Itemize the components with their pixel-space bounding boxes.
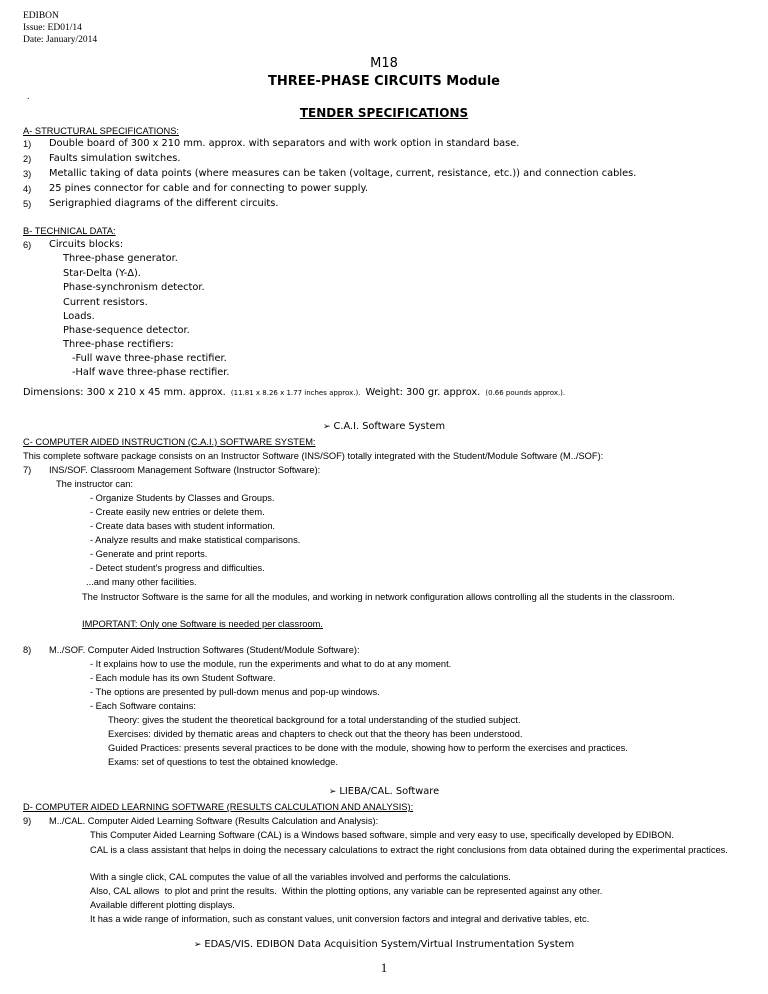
list-item: - Create easily new entries or delete them. bbox=[90, 507, 265, 517]
list-item: Metallic taking of data points (where measures can be taken (voltage, current, resistance, etc.)) and connection cables. bbox=[49, 168, 637, 179]
important-note: IMPORTANT: Only one Software is needed per classroom. bbox=[82, 619, 323, 629]
cal-software-title: M../CAL. Computer Aided Learning Software (Results Calculation and Analysis): bbox=[49, 816, 379, 826]
list-item: - Detect student's progress and difficulties. bbox=[90, 563, 265, 573]
list-item: - The options are presented by pull-down menus and pop-up windows. bbox=[90, 687, 380, 697]
list-item: Loads. bbox=[63, 311, 95, 322]
dimensions-line bbox=[23, 380, 565, 399]
list-item: Exams: set of questions to test the obtained knowledge. bbox=[108, 757, 338, 767]
list-item: - Organize Students by Classes and Groups. bbox=[90, 493, 275, 503]
list-item-number: 3) bbox=[23, 169, 32, 179]
list-item: Phase-synchronism detector. bbox=[63, 282, 205, 293]
list-item: - Each module has its own Student Software. bbox=[90, 673, 276, 683]
cal-paragraph: CAL is a class assistant that helps in doing the necessary calculations to extract the right conclusions from data obtained during the experimental practices. bbox=[90, 845, 728, 855]
list-item: Three-phase generator. bbox=[63, 253, 178, 264]
list-item: Current resistors. bbox=[63, 297, 148, 308]
list-item-number: 5) bbox=[23, 199, 32, 209]
list-item: Exercises: divided by thematic areas and chapters to check out that the theory has been understood. bbox=[108, 729, 523, 739]
list-item-number: 7) bbox=[23, 465, 32, 475]
edas-subtitle-text: EDAS/VIS. EDIBON Data Acquisition System/Virtual Instrumentation System bbox=[204, 939, 575, 950]
list-item: Phase-sequence detector. bbox=[63, 325, 190, 336]
arrow-bullet-icon: ➢ bbox=[193, 940, 202, 950]
section-b-heading: B- TECHNICAL DATA: bbox=[23, 226, 116, 236]
instructor-can-label: The instructor can: bbox=[56, 479, 133, 489]
instructor-note: The Instructor Software is the same for all the modules, and working in network configuration allows controlling all the students in the classroom. bbox=[82, 592, 675, 602]
list-item-number: 9) bbox=[23, 816, 32, 826]
list-item: - Each Software contains: bbox=[90, 701, 196, 711]
cal-paragraph: This Computer Aided Learning Software (CAL) is a Windows based software, simple and very easy to use, specifically developed by EDIBON. bbox=[90, 830, 674, 840]
section-d-heading: D- COMPUTER AIDED LEARNING SOFTWARE (RESULTS CALCULATION AND ANALYSIS): bbox=[23, 802, 414, 812]
dimensions-inches: (11.81 x 8.26 x 1.77 inches approx.). bbox=[230, 389, 361, 397]
list-item: - Create data bases with student information. bbox=[90, 521, 276, 531]
list-item: Theory: gives the student the theoretical background for a total understanding of the studied subject. bbox=[108, 715, 521, 725]
list-item: Double board of 300 x 210 mm. approx. with separators and with work option in standard base. bbox=[49, 138, 520, 149]
cal-paragraph: It has a wide range of information, such as constant values, unit conversion factors and integral and derivative tables, etc. bbox=[90, 914, 590, 924]
lieba-subtitle-text: LIEBA/CAL. Software bbox=[339, 786, 440, 797]
section-c-heading: C- COMPUTER AIDED INSTRUCTION (C.A.I.) SOFTWARE SYSTEM: bbox=[23, 437, 316, 447]
list-item-number: 4) bbox=[23, 184, 32, 194]
arrow-bullet-icon: ➢ bbox=[328, 787, 337, 797]
many-other-facilities: ...and many other facilities. bbox=[86, 577, 197, 587]
section-a-heading: A- STRUCTURAL SPECIFICATIONS: bbox=[23, 126, 179, 136]
list-item: Faults simulation switches. bbox=[49, 153, 181, 164]
student-software-title: M../SOF. Computer Aided Instruction Softwares (Student/Module Software): bbox=[49, 645, 360, 655]
cai-subtitle-text: C.A.I. Software System bbox=[333, 421, 446, 432]
list-item: Serigraphied diagrams of the different circuits. bbox=[49, 198, 279, 209]
arrow-bullet-icon: ➢ bbox=[322, 422, 331, 432]
cal-paragraph: Available different plotting displays. bbox=[90, 900, 235, 910]
list-item: - Analyze results and make statistical comparisons. bbox=[90, 535, 301, 545]
list-item: -Full wave three-phase rectifier. bbox=[72, 353, 227, 364]
list-item-number: 8) bbox=[23, 645, 32, 655]
edas-subtitle bbox=[0, 939, 768, 950]
list-item-number: 1) bbox=[23, 139, 32, 149]
tender-title: TENDER SPECIFICATIONS bbox=[299, 106, 469, 120]
cai-subtitle bbox=[0, 421, 768, 432]
module-code: M18 bbox=[370, 56, 398, 71]
list-item: - It explains how to use the module, run the experiments and what to do at any moment. bbox=[90, 659, 452, 669]
section-c-intro: This complete software package consists on an Instructor Software (INS/SOF) totally integrated with the Student/Module Software (M../SOF): bbox=[23, 451, 604, 461]
list-item: -Half wave three-phase rectifier. bbox=[72, 367, 230, 378]
lieba-subtitle bbox=[0, 786, 768, 797]
weight-value: Weight: 300 gr. approx. bbox=[365, 387, 481, 398]
stray-dot: . bbox=[27, 91, 30, 101]
page-number: 1 bbox=[380, 960, 388, 975]
weight-pounds: (0.66 pounds approx.). bbox=[485, 389, 566, 397]
issue-date: Date: January/2014 bbox=[23, 35, 98, 45]
list-item-number: 6) bbox=[23, 240, 32, 250]
list-item: 25 pines connector for cable and for connecting to power supply. bbox=[49, 183, 369, 194]
company-name: EDIBON bbox=[23, 11, 59, 21]
list-item: Guided Practices: presents several practices to be done with the module, showing how to perform the exercises and practices. bbox=[108, 743, 628, 753]
issue-number: Issue: ED01/14 bbox=[23, 23, 82, 33]
list-item: - Generate and print reports. bbox=[90, 549, 208, 559]
list-item-number: 2) bbox=[23, 154, 32, 164]
circuits-blocks-label: Circuits blocks: bbox=[49, 239, 124, 250]
cal-paragraph: With a single click, CAL computes the value of all the variables involved and performs the calculations. bbox=[90, 872, 511, 882]
list-item: Star-Delta (Y-∆). bbox=[63, 268, 141, 279]
module-title: THREE-PHASE CIRCUITS Module bbox=[268, 74, 500, 89]
list-item: Three-phase rectifiers: bbox=[63, 339, 174, 350]
dimensions-value: Dimensions: 300 x 210 x 45 mm. approx. bbox=[23, 387, 226, 398]
instructor-software-title: INS/SOF. Classroom Management Software (Instructor Software): bbox=[49, 465, 321, 475]
cal-paragraph: Also, CAL allows to plot and print the results. Within the plotting options, any variable can be represented against any other. bbox=[90, 886, 603, 896]
